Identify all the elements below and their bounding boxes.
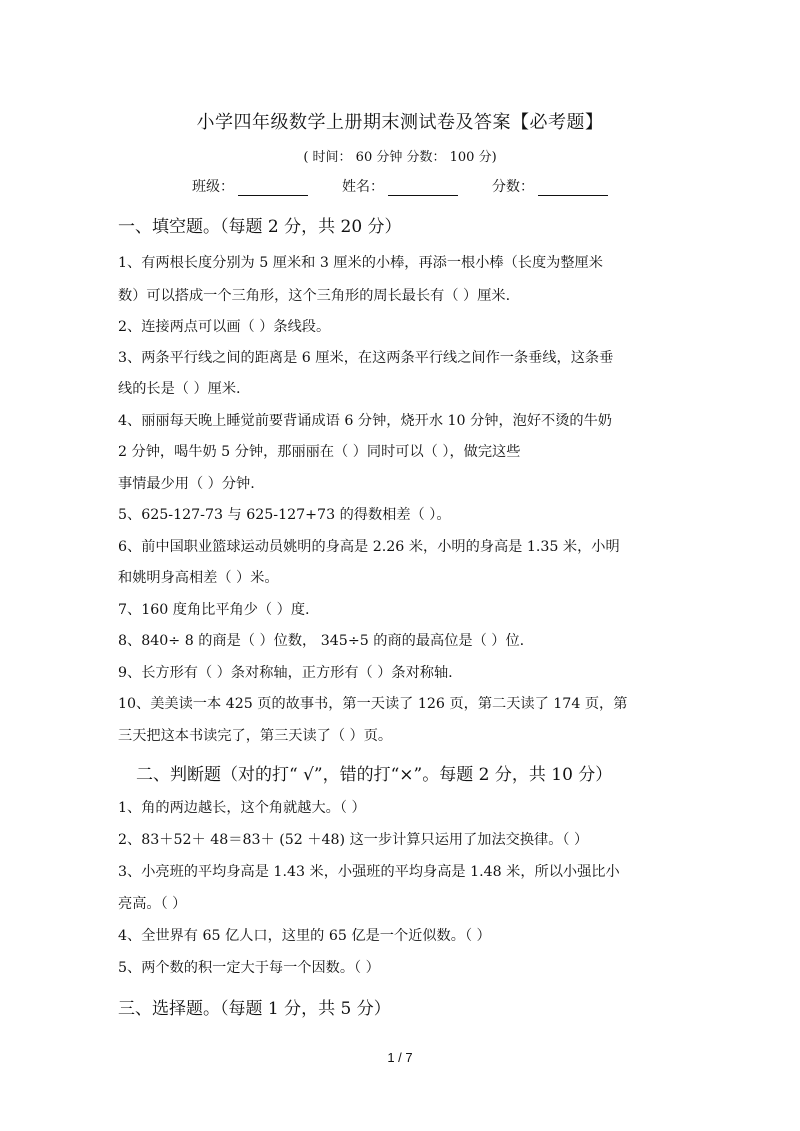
fill-line: 和姚明身高相差（ ）米。 xyxy=(118,570,279,586)
fill-line: 2、连接两点可以画（ ）条线段。 xyxy=(118,319,331,335)
fill-line: 2 分钟，喝牛奶 5 分钟，那丽丽在（ ）同时可以（ ），做完这些 xyxy=(118,444,521,460)
fill-line: 线的长是（ ）厘米. xyxy=(118,381,241,397)
fill-line: 5、625-127-73 与 625-127+73 的得数相差（ ）。 xyxy=(118,507,451,523)
fill-line: 7、160 度角比平角少（ ）度. xyxy=(118,602,310,618)
fill-line: 9、长方形有（ ）条对称轴，正方形有（ ）条对称轴. xyxy=(118,665,453,681)
fill-line: 1、有两根长度分别为 5 厘米和 3 厘米的小棒，再添一根小棒（长度为整厘米 xyxy=(118,255,603,271)
section-fill-title: 一、填空题。（每题 2 分，共 20 分） xyxy=(118,217,402,237)
score-label: 分数： xyxy=(492,179,534,195)
score-field xyxy=(492,176,608,196)
class-blank xyxy=(238,181,308,196)
fill-line: 事情最少用（ ）分钟. xyxy=(118,476,255,492)
name-field xyxy=(342,176,458,196)
fill-line: 10、美美读一本 425 页的故事书，第一天读了 126 页，第二天读了 174 页，第 xyxy=(118,696,628,712)
section-choice-title: 三、选择题。（每题 1 分，共 5 分） xyxy=(118,999,391,1019)
fill-line: 8、840÷ 8 的商是（ ）位数， 345÷5 的商的最高位是（ ）位. xyxy=(118,633,525,649)
student-info-row xyxy=(0,176,800,196)
judge-line: 亮高。（ ） xyxy=(118,896,187,912)
fill-line: 三天把这本书读完了，第三天读了（ ）页。 xyxy=(118,728,393,744)
judge-line: 4、全世界有 65 亿人口，这里的 65 亿是一个近似数。（ ） xyxy=(118,928,491,944)
exam-time-score: ( 时间： 60 分钟 分数： 100 分) xyxy=(303,150,497,165)
judge-line: 5、两个数的积一定大于每一个因数。（ ） xyxy=(118,960,380,976)
section-judge-title: 二、判断题（对的打“ √”，错的打“×”。每题 2 分，共 10 分） xyxy=(136,765,613,785)
class-label: 班级： xyxy=(192,179,234,195)
fill-line: 6、前中国职业篮球运动员姚明的身高是 2.26 米，小明的身高是 1.35 米，小明 xyxy=(118,539,620,555)
class-field xyxy=(192,176,308,196)
page-title: 小学四年级数学上册期末测试卷及答案【必考题】 xyxy=(196,112,604,133)
page-number: 1 / 7 xyxy=(387,1050,413,1065)
judge-line: 3、小亮班的平均身高是 1.43 米，小强班的平均身高是 1.48 米，所以小强比小 xyxy=(118,864,620,880)
name-blank xyxy=(388,181,458,196)
fill-line: 4、丽丽每天晚上睡觉前要背诵成语 6 分钟，烧开水 10 分钟，泡好不烫的牛奶 xyxy=(118,413,612,429)
score-blank xyxy=(538,181,608,196)
judge-line: 1、角的两边越长，这个角就越大。（ ） xyxy=(118,800,366,816)
name-label: 姓名： xyxy=(342,179,384,195)
fill-line: 3、两条平行线之间的距离是 6 厘米，在这两条平行线之间作一条垂线，这条垂 xyxy=(118,350,614,366)
fill-line: 数）可以搭成一个三角形，这个三角形的周长最长有（ ）厘米. xyxy=(118,288,511,304)
judge-line: 2、83＋52＋ 48＝83＋ (52 ＋48) 这一步计算只运用了加法交换律。（ ） xyxy=(118,832,589,848)
